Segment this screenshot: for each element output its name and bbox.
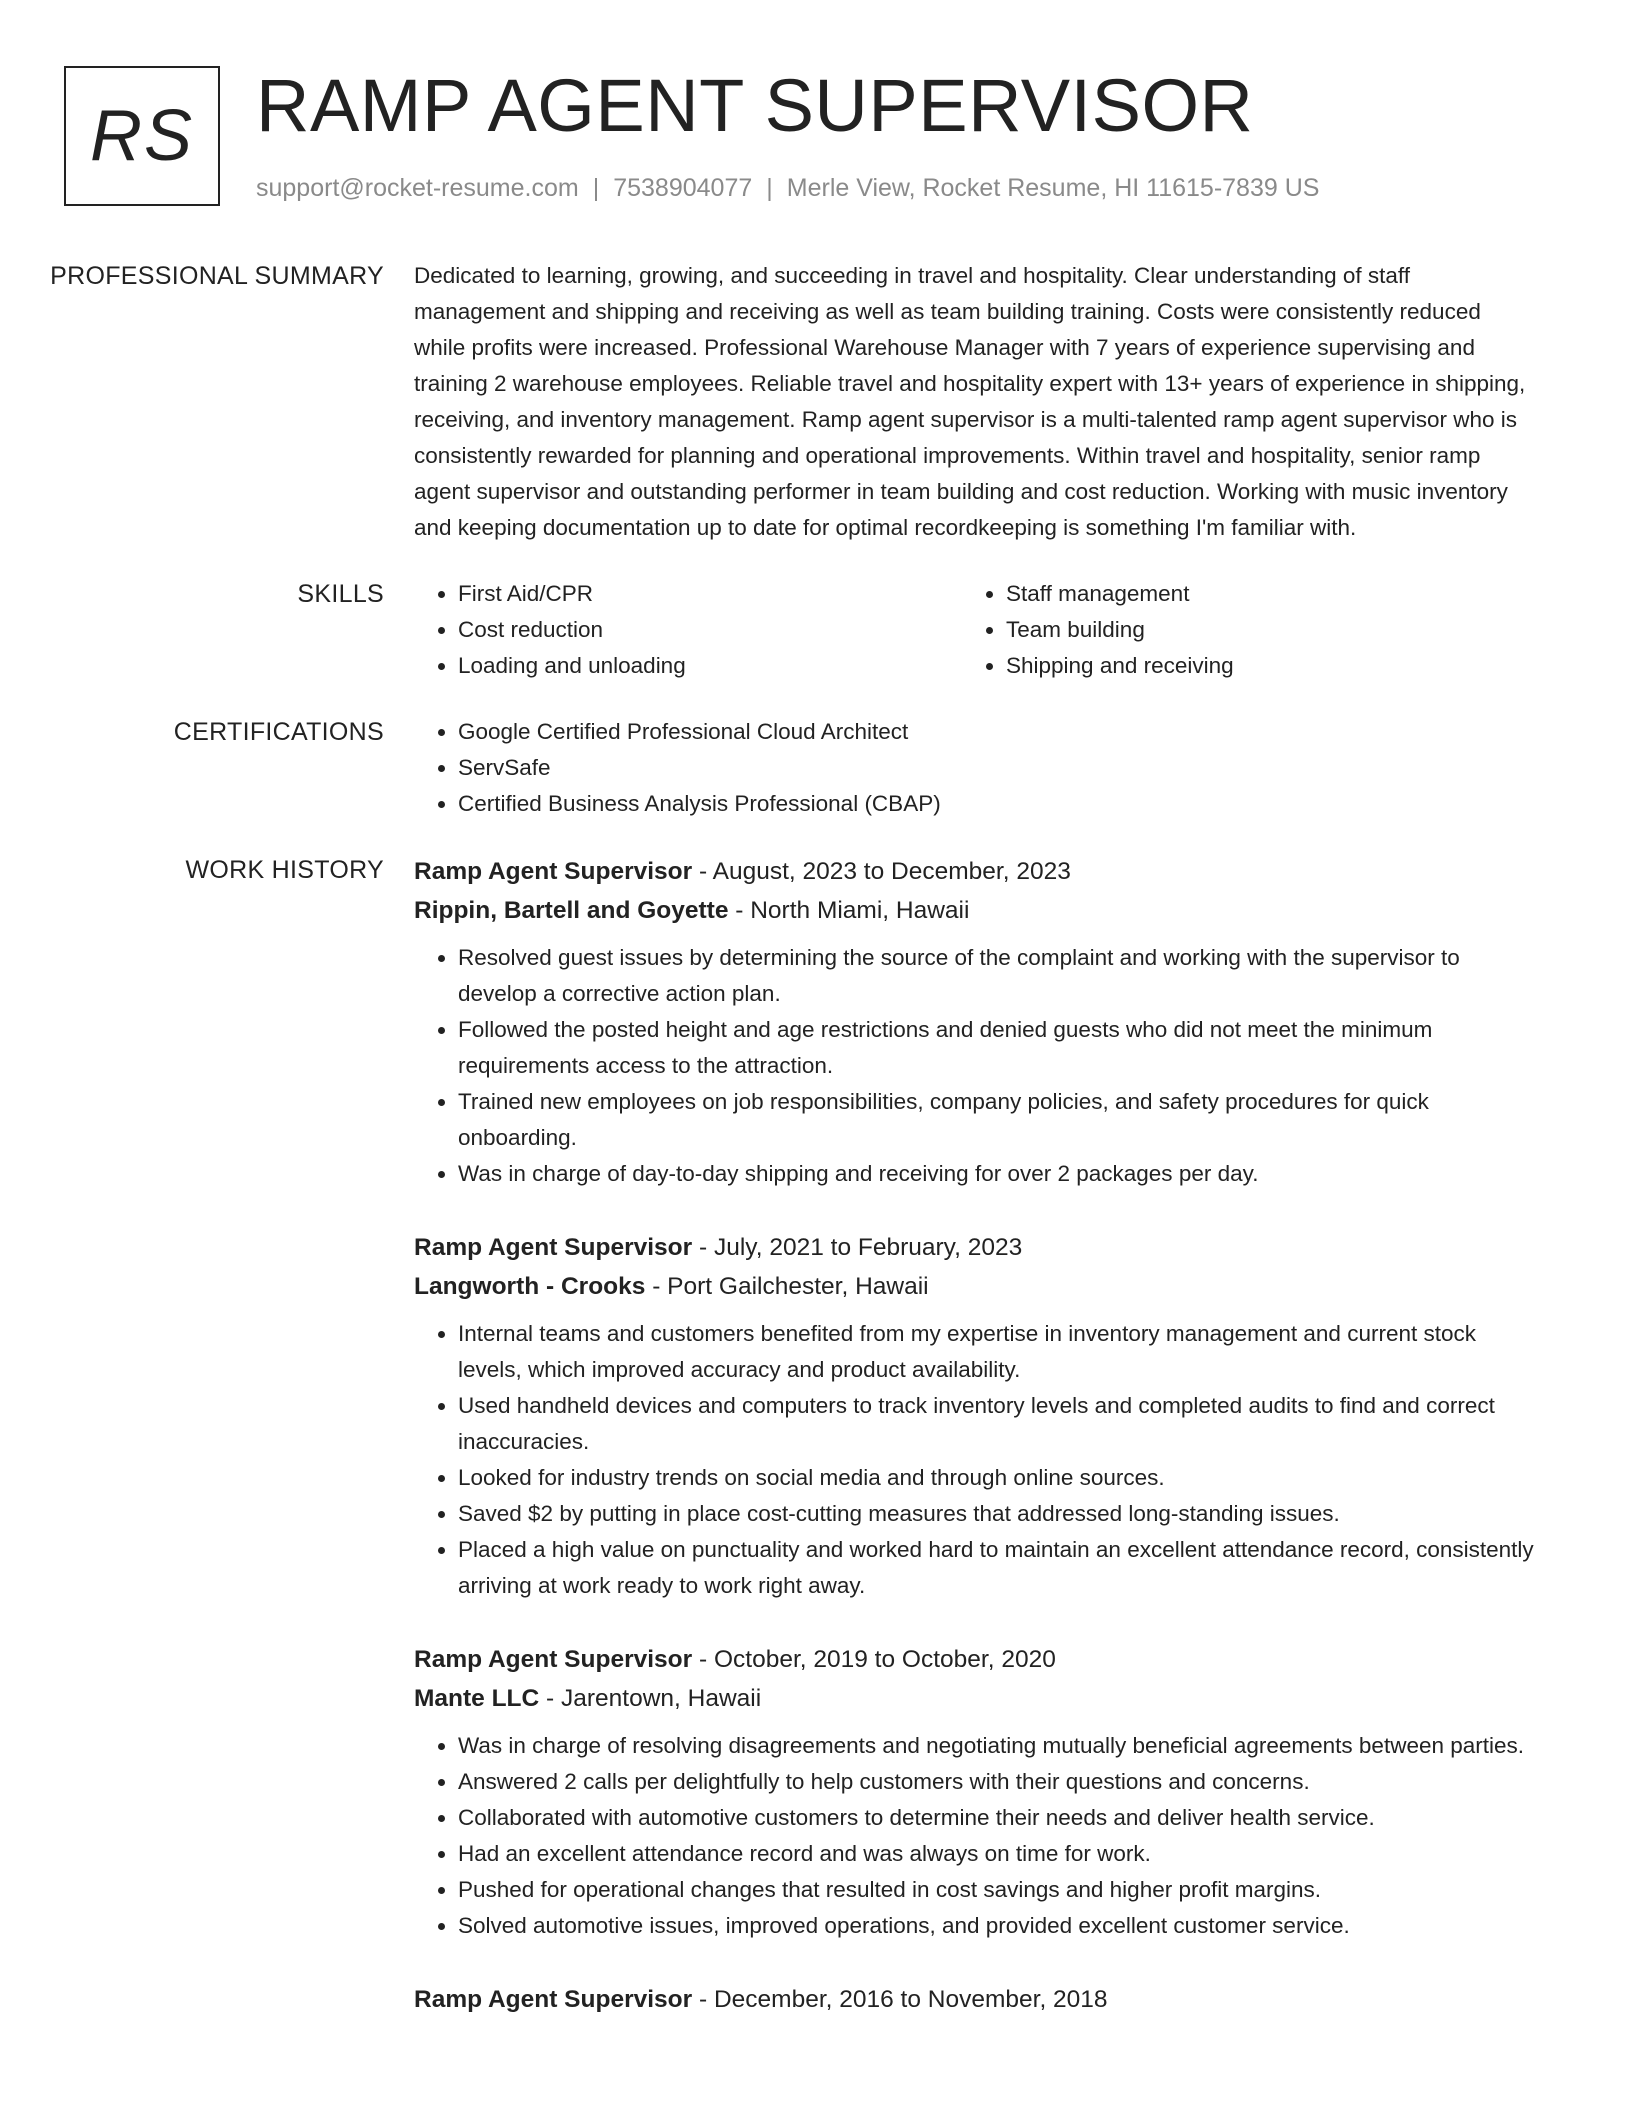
job-company: Langworth - Crooks [414, 1273, 646, 1300]
list-item: • Looked for industry trends on social media and through online sources. [458, 1460, 1534, 1496]
job-dates: - July, 2021 to February, 2023 [692, 1234, 1023, 1261]
summary-section [0, 258, 1632, 546]
skills-section [0, 576, 1632, 684]
job-bullets [414, 1728, 1534, 1944]
list-item: • Was in charge of day-to-day shipping and receiving for over 2 packages per day. [458, 1156, 1534, 1192]
list-item: • Answered 2 calls per delightfully to help customers with their questions and concerns. [458, 1764, 1534, 1800]
skills-body [414, 576, 1534, 684]
job-location: - Port Gailchester, Hawaii [645, 1273, 929, 1300]
job-bullets [414, 940, 1534, 1192]
list-item: • Followed the posted height and age restrictions and denied guests who did not meet the minimum requirements access to the attraction. [458, 1012, 1534, 1084]
certifications-section [0, 714, 1632, 822]
job-location: - North Miami, Hawaii [728, 897, 970, 924]
contact-phone: 7538904077 [613, 174, 753, 202]
job-company-line [414, 891, 1534, 930]
contact-email: support@rocket-resume.com [256, 174, 579, 202]
job-company: Mante LLC [414, 1685, 540, 1712]
contact-line [256, 174, 1319, 203]
list-item: • Staff management [1006, 576, 1510, 612]
list-item: • First Aid/CPR [458, 576, 962, 612]
summary-body [414, 258, 1534, 546]
list-item: • Certified Business Analysis Professional (CBAP) [458, 786, 1534, 822]
job-title: Ramp Agent Supervisor [414, 858, 693, 885]
skills-label: SKILLS [297, 580, 384, 608]
job-company-line [414, 1679, 1534, 1718]
job-title-line [414, 852, 1534, 891]
list-item: • Loading and unloading [458, 648, 962, 684]
list-item: • Saved $2 by putting in place cost-cutting measures that addressed long-standing issues. [458, 1496, 1534, 1532]
list-item: • Collaborated with automotive customers to determine their needs and deliver health service. [458, 1800, 1534, 1836]
job-entry [414, 1640, 1534, 1944]
list-item: • Had an excellent attendance record and was always on time for work. [458, 1836, 1534, 1872]
job-company: Rippin, Bartell and Goyette [414, 897, 729, 924]
page-title: RAMP AGENT SUPERVISOR [256, 64, 1254, 147]
contact-separator: | [766, 174, 773, 202]
list-item: • Google Certified Professional Cloud Architect [458, 714, 1534, 750]
list-item: • Placed a high value on punctuality and worked hard to maintain an excellent attendance record, consistently arriving at work ready to work right away. [458, 1532, 1534, 1604]
contact-separator: | [592, 174, 600, 202]
job-entry [414, 852, 1534, 1192]
job-company-line [414, 1267, 1534, 1306]
list-item: • Team building [1006, 612, 1510, 648]
list-item: • ServSafe [458, 750, 1534, 786]
list-item: • Pushed for operational changes that resulted in cost savings and higher profit margins. [458, 1872, 1534, 1908]
job-entry [414, 1980, 1534, 2019]
skills-list-right [962, 576, 1510, 684]
list-item: • Solved automotive issues, improved operations, and provided excellent customer service. [458, 1908, 1534, 1944]
certifications-list [414, 714, 1534, 822]
list-item: • Trained new employees on job responsibilities, company policies, and safety procedures for quick onboarding. [458, 1084, 1534, 1156]
list-item: • Resolved guest issues by determining the source of the complaint and working with the supervisor to develop a corrective action plan. [458, 940, 1534, 1012]
contact-address: Merle View, Rocket Resume, HI 11615-7839 US [786, 174, 1320, 202]
job-title: Ramp Agent Supervisor [414, 1646, 693, 1673]
summary-label: PROFESSIONAL SUMMARY [50, 262, 384, 290]
monogram-logo: RS [64, 66, 220, 206]
skills-list-left [414, 576, 962, 684]
job-dates: - December, 2016 to November, 2018 [692, 1986, 1108, 2013]
job-title-line [414, 1228, 1534, 1267]
list-item: • Shipping and receiving [1006, 648, 1510, 684]
job-title: Ramp Agent Supervisor [414, 1234, 693, 1261]
certifications-body [414, 714, 1534, 822]
certifications-label: CERTIFICATIONS [173, 718, 384, 746]
list-item: • Internal teams and customers benefited from my expertise in inventory management and current stock levels, which improved accuracy and product availability. [458, 1316, 1534, 1388]
job-title-line [414, 1980, 1534, 2019]
work-history-body [414, 852, 1534, 2055]
job-bullets [414, 1316, 1534, 1604]
list-item: • Was in charge of resolving disagreements and negotiating mutually beneficial agreements between parties. [458, 1728, 1534, 1764]
resume-content [0, 258, 1632, 2085]
job-dates: - October, 2019 to October, 2020 [692, 1646, 1056, 1673]
work-history-label: WORK HISTORY [185, 856, 384, 884]
job-location: - Jarentown, Hawaii [539, 1685, 762, 1712]
work-history-section [0, 852, 1632, 2055]
list-item: • Used handheld devices and computers to track inventory levels and completed audits to find and correct inaccuracies. [458, 1388, 1534, 1460]
job-entry [414, 1228, 1534, 1604]
job-title-line [414, 1640, 1534, 1679]
summary-text: Dedicated to learning, growing, and succeeding in travel and hospitality. Clear understanding of staff management and shipping and receiving as well as team building training. Costs were consistently reduced while profits were increased. Professional Warehouse Manager with 7 years of experience supervising and training 2 warehouse employees. Reliable travel and hospitality expert with 13+ years of experience in shipping, receiving, and inventory management. Ramp agent supervisor is a multi-talented ramp agent supervisor who is consistently rewarded for planning and operational improvements. Within travel and hospitality, senior ramp agent supervisor and outstanding performer in team building and cost reduction. Working with music inventory and keeping documentation up to date for optimal recordkeeping is something I'm familiar with. [414, 263, 1526, 540]
job-title: Ramp Agent Supervisor [414, 1986, 693, 2013]
list-item: • Cost reduction [458, 612, 962, 648]
job-dates: - August, 2023 to December, 2023 [692, 858, 1071, 885]
resume-header [64, 66, 1564, 216]
